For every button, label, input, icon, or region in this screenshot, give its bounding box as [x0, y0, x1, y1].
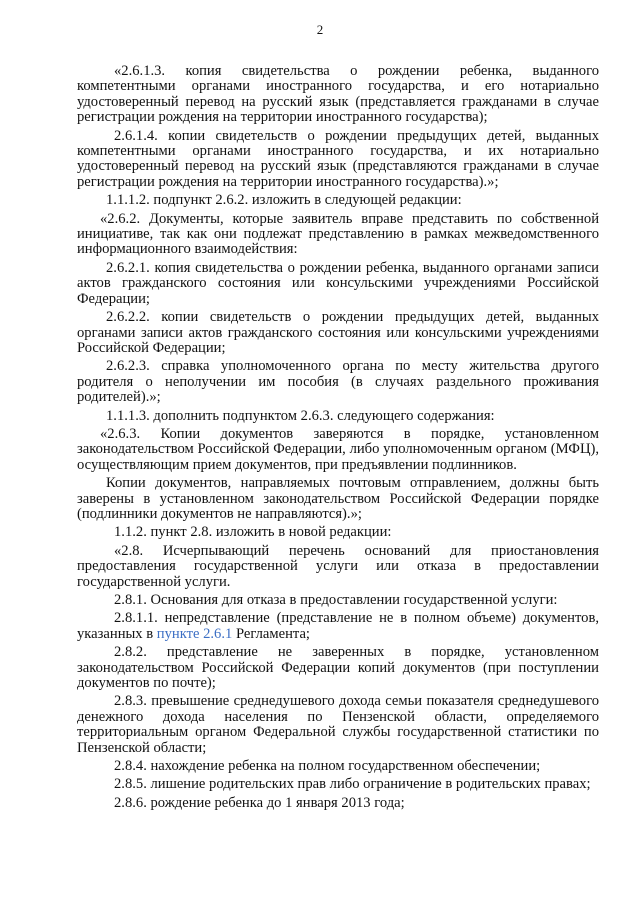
- paragraph-2-6-2: «2.6.2. Документы, которые заявитель вправе представить по собственной инициативе, так как они подлежат представлению в рамках межведомственного информационного взаимодействия:: [77, 210, 599, 258]
- paragraph-copies-by-post: Копии документов, направляемых почтовым отправлением, должны быть заверены в установленном законодательством Российской Федерации порядке (подлинники документов не направляются).»;: [77, 475, 599, 522]
- paragraph-1-1-1-2: 1.1.1.2. подпункт 2.6.2. изложить в следующей редакции:: [106, 192, 462, 209]
- paragraph-2-6-3: «2.6.3. Копии документов заверяются в порядке, установленном законодательством Российской Федерации, либо уполномоченным органом (МФЦ), осуществляющим прием документов, при предъявлении подлинников.: [77, 425, 599, 473]
- paragraph-2-8-1-1-tail: Регламента;: [232, 625, 310, 642]
- paragraph-2-6-1-3: «2.6.1.3. копия свидетельства о рождении ребенка, выданного компетентными органами иностранного государства, и его нотариально удостоверенный перевод на русский язык (представляется гражданами в случае регистрации рождения на территории иностранного государства);: [77, 63, 599, 126]
- regulation-clause-link[interactable]: пункте 2.6.1: [156, 625, 233, 642]
- paragraph-2-8: «2.8. Исчерпывающий перечень оснований для приостановления предоставления государственной услуги или отказа в предоставлении государственной услуги.: [77, 542, 599, 590]
- document-body: [77, 64, 599, 814]
- paragraph-1-1-2: 1.1.2. пункт 2.8. изложить в новой редакции:: [114, 524, 392, 541]
- paragraph-2-8-1-1: [77, 611, 599, 642]
- paragraph-2-8-6: 2.8.6. рождение ребенка до 1 января 2013 года;: [114, 794, 405, 811]
- paragraph-2-6-2-2: 2.6.2.2. копии свидетельств о рождении предыдущих детей, выданных органами записи актов гражданского состояния или консульскими учреждениями Российской Федерации;: [77, 309, 599, 356]
- paragraph-2-8-4: 2.8.4. нахождение ребенка на полном государственном обеспечении;: [114, 758, 541, 775]
- paragraph-2-8-2: 2.8.2. представление не заверенных в порядке, установленном законодательством Российской Федерации копий документов (при поступлении документов по почте);: [77, 644, 599, 692]
- paragraph-2-6-2-3: 2.6.2.3. справка уполномоченного органа по месту жительства другого родителя о неполучении им пособия (в случаях раздельного проживания родителей).»;: [77, 358, 599, 406]
- paragraph-2-6-1-4: 2.6.1.4. копии свидетельств о рождении предыдущих детей, выданных компетентными органами иностранного государства, и их нотариально удостоверенный перевод на русский язык (представляются гражданами в случае регистрации рождения на территории иностранного государства).»;: [77, 127, 599, 190]
- paragraph-2-8-5: 2.8.5. лишение родительских прав либо ограничение в родительских правах;: [114, 776, 591, 793]
- paragraph-2-6-2-1: 2.6.2.1. копия свидетельства о рождении ребенка, выданного органами записи актов гражданского состояния или консульскими учреждениями Российской Федерации;: [77, 259, 599, 307]
- paragraph-2-8-3: 2.8.3. превышение среднедушевого дохода семьи показателя среднедушевого денежного дохода населения по Пензенской области, определяемого территориальным органом Федеральной службы государственной статистики по Пензенской области;: [77, 693, 599, 756]
- page-number: 2: [316, 22, 324, 37]
- paragraph-2-8-1: 2.8.1. Основания для отказа в предоставлении государственной услуги:: [114, 592, 558, 608]
- paragraph-2-8-1-1-text: 2.8.1.1. непредставление (представление не в полном объеме) документов, указанных в: [77, 610, 599, 642]
- paragraph-1-1-1-3: 1.1.1.3. дополнить подпунктом 2.6.3. следующего содержания:: [106, 407, 495, 424]
